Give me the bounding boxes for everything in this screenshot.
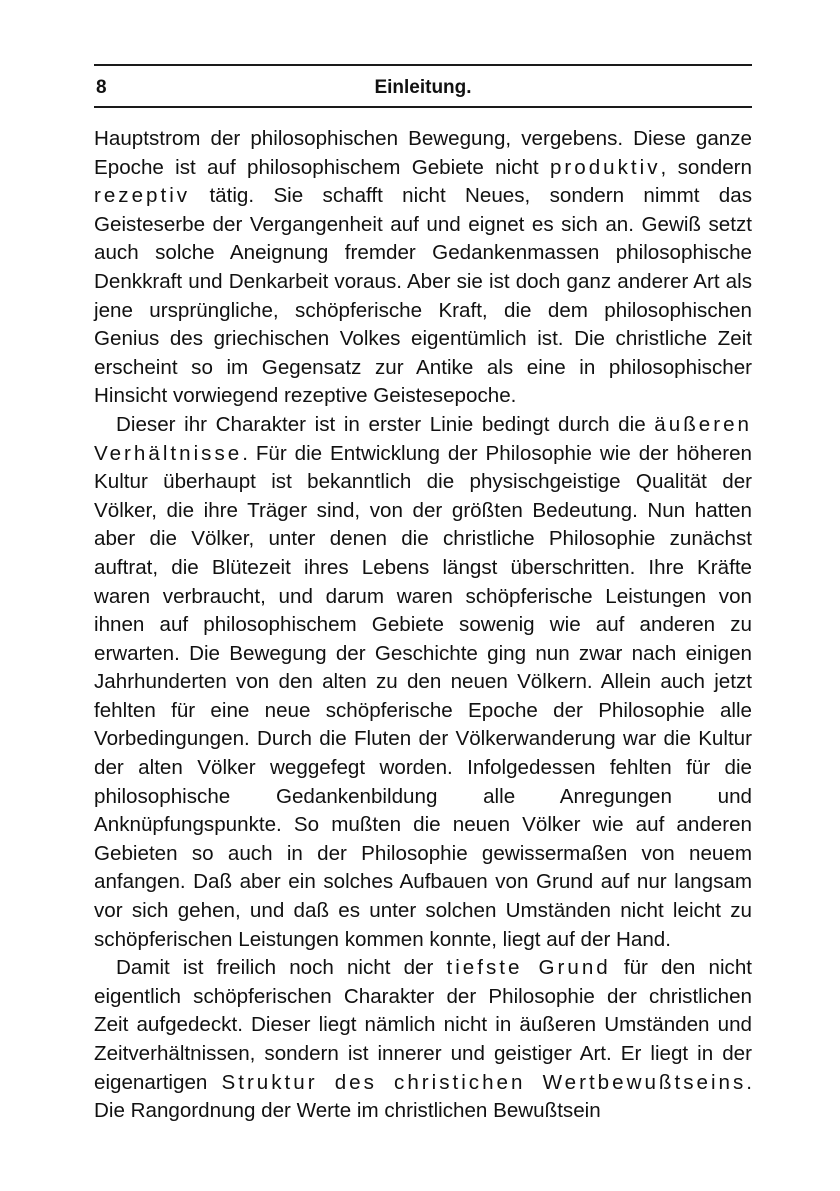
- paragraph: Damit ist freilich noch nicht der tiefste Grund für den nicht eigentlich schöpferischen Charakter der Philosophie der christlichen Zeit aufgedeckt. Dieser liegt nämlich nicht in äußeren Umständen und Zeitverhältnissen, sondern ist innerer und geistiger Art. Er liegt in der eigenartigen Struktur des christichen Wertbewußtseins. Die Rangordnung der Werte im christlichen Bewußtsein: [94, 956, 753, 1123]
- running-header: [94, 64, 752, 108]
- spaced-emphasis: produktiv: [549, 155, 661, 179]
- running-title: Einleitung.: [374, 77, 472, 98]
- body-text: [94, 125, 752, 1126]
- spaced-emphasis: rezeptiv: [94, 184, 191, 208]
- paragraph: Dieser ihr Charakter ist in erster Linie bedingt durch die äußeren Verhältnisse. Für die Entwicklung der Philosophie wie der höheren Kultur überhaupt ist bekanntlich die physischgeistige Qualität der Völker, die ihre Träger sind, von der größten Bedeutung. Nun hatten aber die Völker, unter denen die christliche Philosophie zunächst auftrat, die Blütezeit ihres Lebens längst überschritten. Ihre Kräfte waren verbraucht, und darum waren schöpferische Leistungen von ihnen auf philosophischem Gebiete sowenig wie auf anderen zu erwarten. Die Bewegung der Geschichte ging nun zwar nach einigen Jahrhunderten von den alten zu den neuen Völkern. Allein auch jetzt fehlten für eine neue schöpferische Epoche der Philosophie alle Vorbedingungen. Durch die Fluten der Völkerwanderung war die Kultur der alten Völker weggefegt worden. Infolgedessen fehlten für die philosophische Gedankenbildung alle Anregungen und Anknüpfungspunkte. So mußten die neuen Völker wie auf anderen Gebieten so auch in der Philosophie gewissermaßen von neuem anfangen. Daß aber ein solches Aufbauen von Grund auf nur langsam vor sich gehen, und daß es unter solchen Umständen nicht leicht zu schöpferischen Leistungen kommen konnte, liegt auf der Hand.: [94, 412, 752, 951]
- paragraph: Hauptstrom der philosophischen Bewegung, vergebens. Diese ganze Epoche ist auf philosophischem Gebiete nicht produktiv, sondern rezeptiv tätig. Sie schafft nicht Neues, sondern nimmt das Geisteserbe der Vergangenheit auf und eignet es sich an. Gewiß setzt auch solche Aneignung fremder Gedankenmassen philosophische Denkkraft und Denkarbeit voraus. Aber sie ist doch ganz anderer Art als jene ursprüngliche, schöpferische Kraft, die dem philosophischen Genius des griechischen Volkes eigentümlich ist. Die christliche Zeit erscheint so im Gegensatz zur Antike als eine in philosophischer Hinsicht vorwiegend rezeptive Geistesepoche.: [94, 127, 752, 408]
- spaced-emphasis: Struktur des christichen Wertbewußtseins: [221, 1070, 747, 1094]
- page-number: 8: [96, 77, 107, 98]
- spaced-emphasis: äußeren Verhältnisse: [94, 412, 752, 465]
- book-page: [94, 64, 752, 1126]
- spaced-emphasis: tiefste Grund: [446, 956, 611, 980]
